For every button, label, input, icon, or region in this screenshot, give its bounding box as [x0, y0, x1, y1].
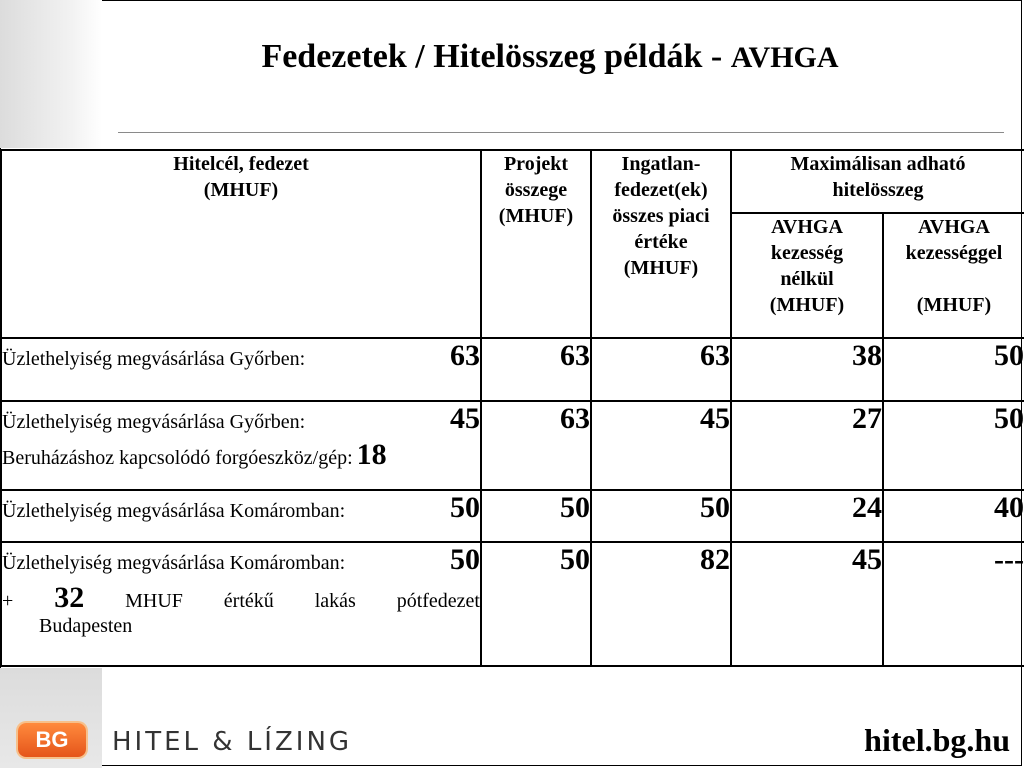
- header-text: Projekt: [503, 153, 569, 175]
- header-text: Hitelcél, fedezet: [173, 153, 309, 175]
- title-main: Fedezetek / Hitelösszeg példák -: [261, 38, 731, 75]
- cell-projekt: 63: [481, 338, 591, 401]
- description-word: pótfedezet: [396, 590, 480, 612]
- cell-avhga-nelkul: 27: [731, 401, 883, 490]
- description-text: Üzlethelyiség megvásárlása Győrben:: [2, 411, 306, 433]
- table-row: [1, 542, 1024, 666]
- cell-avhga-nelkul: 45: [731, 542, 883, 666]
- header-text: Ingatlan-: [621, 153, 701, 175]
- header-text: fedezet(ek): [614, 179, 708, 201]
- description-value: 63: [450, 339, 480, 372]
- description-text: Beruházáshoz kapcsolódó forgóeszköz/gép:: [2, 447, 353, 469]
- loan-table: [0, 149, 1024, 667]
- header-text: (MHUF): [916, 294, 992, 316]
- cell-avhga-nelkul: 24: [731, 490, 883, 542]
- cell-avhga-nelkul: 38: [731, 338, 883, 401]
- description-word: MHUF: [125, 590, 183, 612]
- cell-ingatlan: 63: [591, 338, 731, 401]
- header-text: (MHUF): [498, 205, 574, 227]
- header-max-hitelosszeg: [731, 150, 1024, 213]
- description-word: lakás: [314, 590, 356, 612]
- corner-shade: [0, 0, 102, 148]
- table-row: [1, 490, 1024, 542]
- cell-avhga-kezesseggel: 50: [883, 401, 1024, 490]
- header-text: értéke: [634, 231, 688, 253]
- header-text: (MHUF): [203, 179, 279, 201]
- title-divider: [118, 132, 1004, 133]
- header-text: hitelösszeg: [832, 179, 924, 201]
- row-description: [1, 542, 481, 666]
- description-text: Budapesten: [39, 615, 133, 637]
- header-text: (MHUF): [769, 294, 845, 316]
- header-projekt: [481, 150, 591, 338]
- description-value: 32: [54, 581, 85, 614]
- header-ingatlan: [591, 150, 731, 338]
- header-text: Maximálisan adható: [790, 153, 966, 175]
- cell-projekt: 50: [481, 542, 591, 666]
- header-spacer: [884, 266, 1024, 292]
- table-row: [1, 401, 1024, 490]
- cell-ingatlan: 45: [591, 401, 731, 490]
- cell-avhga-kezesseggel: 50: [883, 338, 1024, 401]
- description-plus: +: [2, 590, 14, 612]
- cell-projekt: 50: [481, 490, 591, 542]
- cell-projekt: 63: [481, 401, 591, 490]
- header-hitelcel: [1, 150, 481, 338]
- description-value: 50: [450, 491, 480, 524]
- header-text: (MHUF): [623, 257, 699, 279]
- row-description: [1, 490, 481, 542]
- table-row: [1, 338, 1024, 401]
- row-description: [1, 401, 481, 490]
- cell-ingatlan: 50: [591, 490, 731, 542]
- description-value: 45: [450, 402, 480, 435]
- description-value: 50: [450, 543, 480, 576]
- header-avhga-kezesseggel: [883, 213, 1024, 338]
- brand-name: HITEL & LÍZING: [112, 727, 353, 757]
- header-text: nélkül: [780, 268, 834, 290]
- description-value: 18: [356, 438, 387, 471]
- row-description: [1, 338, 481, 401]
- cell-avhga-kezesseggel: 40: [883, 490, 1024, 542]
- header-avhga-nelkul: [731, 213, 883, 338]
- title-suffix: AVHGA: [730, 41, 839, 74]
- header-row: [1, 150, 1024, 213]
- header-text: AVHGA: [918, 216, 990, 238]
- description-text: Üzlethelyiség megvásárlása Győrben:: [2, 348, 306, 370]
- header-text: kezesség: [770, 242, 844, 264]
- bg-logo: BG: [18, 723, 86, 757]
- header-text: összege: [504, 179, 568, 201]
- header-text: AVHGA: [771, 216, 843, 238]
- slide-title: [120, 38, 980, 76]
- description-word: értékű: [223, 590, 274, 612]
- header-text: kezességgel: [905, 242, 1003, 264]
- header-text: összes piaci: [612, 205, 710, 227]
- cell-ingatlan: 82: [591, 542, 731, 666]
- cell-avhga-kezesseggel: ---: [883, 542, 1024, 666]
- description-text: Üzlethelyiség megvásárlása Komáromban:: [2, 500, 346, 522]
- description-text: Üzlethelyiség megvásárlása Komáromban:: [2, 552, 346, 574]
- site-url[interactable]: hitel.bg.hu: [864, 722, 1010, 758]
